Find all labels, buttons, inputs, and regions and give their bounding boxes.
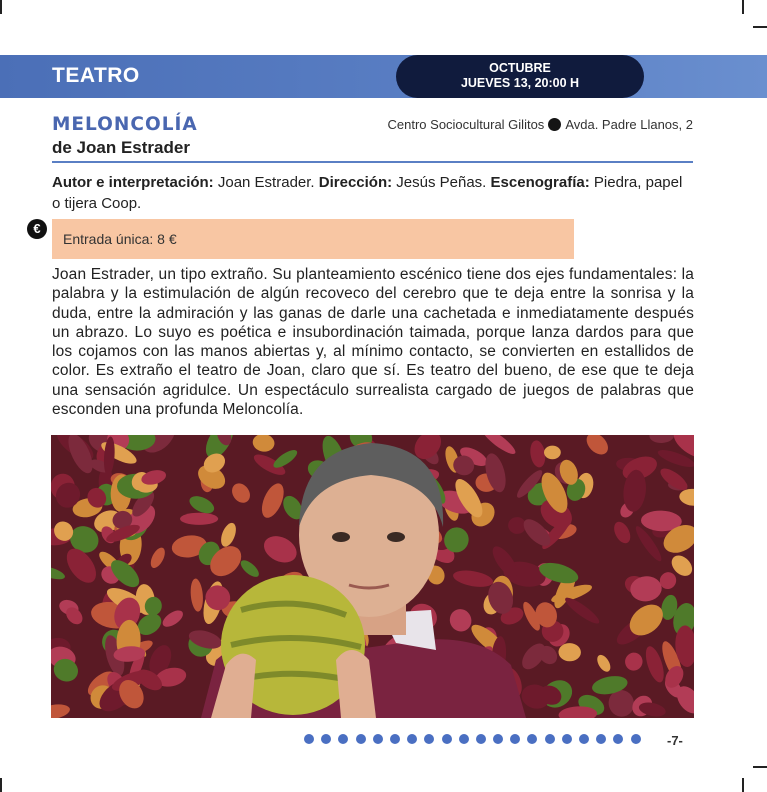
page-dot bbox=[356, 734, 366, 744]
crop-mark bbox=[753, 26, 767, 28]
credit-direction-value: Jesús Peñas. bbox=[396, 174, 487, 191]
credit-scenography-value: Piedra, papel o tijera Coop. bbox=[52, 174, 683, 212]
page-dot bbox=[407, 734, 417, 744]
page-number: -7- bbox=[667, 733, 683, 748]
credit-direction-label: Dirección: bbox=[318, 174, 393, 191]
credit-author-label: Autor e interpretación: bbox=[52, 174, 214, 191]
page-dot bbox=[631, 734, 641, 744]
page-dot bbox=[442, 734, 452, 744]
credit-scenography-label: Escenografía: bbox=[490, 174, 590, 191]
venue-name: Centro Sociocultural Gilitos bbox=[387, 117, 545, 132]
page-dot bbox=[476, 734, 486, 744]
description: Joan Estrader, un tipo extraño. Su planteamiento escénico tiene dos ejes fundamentales: la palabra y la estimulación de algún recoveco del cerebro que te deja entre la sonrisa y la duda, entre la admiración y las ganas de darle una cachetada e inmediatamente después un abrazo. Lo suyo es poética e insubordinación taimada, porque lanza dardos para que los cojamos con las manos abiertas y, al mínimo contacto, se convierten en estallidos de color. Es extraño el teatro de Joan, claro que sí. Es teatro del bueno, de ese que te deja una sensación agridulce. Un espectáculo surrealista cargado de juegos de palabras que esconden una profunda Meloncolía. bbox=[52, 266, 694, 419]
page-dot bbox=[424, 734, 434, 744]
section-label: TEATRO bbox=[52, 64, 140, 87]
page-dot bbox=[579, 734, 589, 744]
euro-icon: € bbox=[27, 219, 47, 239]
show-author: de Joan Estrader bbox=[52, 138, 190, 157]
page-dot bbox=[459, 734, 469, 744]
page-dot bbox=[545, 734, 555, 744]
crop-mark bbox=[742, 0, 744, 14]
crop-mark bbox=[753, 766, 767, 768]
price-box: Entrada única: 8 € bbox=[52, 219, 574, 259]
date-month: OCTUBRE bbox=[489, 61, 551, 75]
page-dot bbox=[562, 734, 572, 744]
page-dot bbox=[510, 734, 520, 744]
show-title: MELONCOLÍA bbox=[52, 114, 198, 135]
bullet-dot-icon bbox=[548, 118, 561, 131]
page-dot bbox=[527, 734, 537, 744]
page-dot bbox=[321, 734, 331, 744]
page-dot bbox=[304, 734, 314, 744]
page-dot bbox=[596, 734, 606, 744]
crop-mark bbox=[742, 778, 744, 792]
date-pill bbox=[396, 55, 644, 98]
page-dot bbox=[338, 734, 348, 744]
page-dot bbox=[613, 734, 623, 744]
page-dot bbox=[373, 734, 383, 744]
crop-mark bbox=[0, 778, 2, 792]
divider bbox=[52, 161, 693, 163]
credits bbox=[52, 172, 694, 214]
page-dot bbox=[390, 734, 400, 744]
page-dots bbox=[304, 734, 641, 744]
credit-author-value: Joan Estrader. bbox=[217, 174, 315, 191]
show-photo bbox=[51, 435, 694, 718]
date-time: JUEVES 13, 20:00 H bbox=[460, 76, 580, 90]
venue-address: Avda. Padre Llanos, 2 bbox=[565, 117, 693, 132]
venue bbox=[388, 117, 693, 132]
crop-mark bbox=[0, 0, 2, 14]
show-photo-image bbox=[51, 435, 694, 718]
page-dot bbox=[493, 734, 503, 744]
